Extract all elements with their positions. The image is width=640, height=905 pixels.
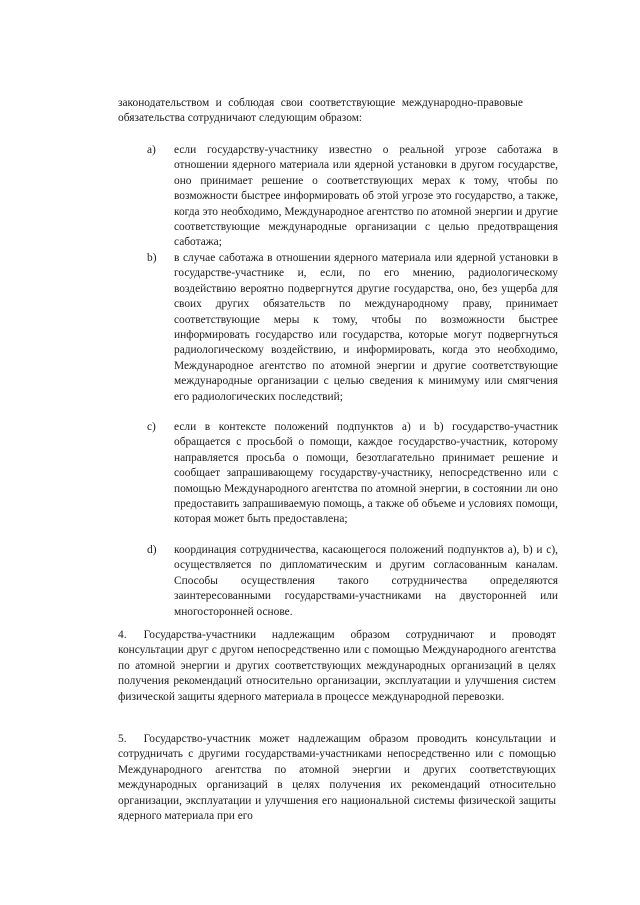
paragraph-4-number: 4.: [118, 629, 127, 641]
paragraph-5-number: 5.: [118, 733, 127, 745]
paragraph-5: [118, 732, 556, 824]
paragraph-4-text: Государства-участники надлежащим образом сотрудничают и проводят консультации друг с другом непосредственно или с помощью Международного агентства по атомной энергии и других соответствующих международных организаций в целях получения рекомендаций относительно организации, эксплуатации и улучшения систем физической защиты ядерного материала в процессе международной перевозки.: [118, 629, 556, 703]
item-b-label: b): [147, 252, 157, 264]
item-d-label: d): [147, 544, 157, 556]
intro-paragraph: законодательством и соблюдая свои соответствующие международно-правовые обязательства сотрудничают следующим образом:: [118, 97, 523, 125]
paragraph-5-text: Государство-участник может надлежащим образом проводить консультации и сотрудничать с другими государствами-участниками непосредственно или с помощью Международного агентства по атомной энергии и других соответствующих международных организаций в целях получения их рекомендаций относительно организации, эксплуатации и улучшения его национальной системы физической защиты ядерного материала при его: [118, 733, 556, 823]
paragraph-4: [118, 628, 556, 705]
item-a-label: a): [147, 144, 156, 156]
item-c-label: c): [147, 421, 156, 433]
item-b-text: в случае саботажа в отношении ядерного материала или ядерной установки в государстве-участнике и, если, по его мнению, радиологическому воздействию вероятно подвергнутся другие государства, оно, без ущерба для своих других обязательств по международному праву, принимает соответствующие меры к тому, чтобы по возможности быстрее информировать государство или государства, которые могут подвергнуться радиологическому воздействию, и информировать, когда это необходимо, Международное агентство по атомной энергии и другие соответствующие международные организации с целью сведения к минимуму или смягчения его радиологических последствий;: [174, 252, 558, 403]
item-c-text: если в контексте положений подпунктов a) и b) государство-участник обращается с просьбой о помощи, каждое государство-участник, которому направляется просьба о помощи, безотлагательно принимает решение и сообщает запрашивающему государству-участнику, непосредственно или с помощью Международного агентства по атомной энергии, в состоянии ли оно предоставить запрашиваемую помощь, а также об объеме и условиях помощи, которая может быть предоставлена;: [174, 421, 558, 526]
item-d-text: координация сотрудничества, касающегося положений подпунктов a), b) и c), осуществляется по дипломатическим и другим согласованным каналам. Способы осуществления такого сотрудничества определяются заинтересованными государствами-участниками на двусторонней или многосторонней основе.: [174, 544, 558, 618]
item-a-text: если государству-участнику известно о реальной угрозе саботажа в отношении ядерного материала или ядерной установки в другом государстве, оно принимает решение о соответствующих мерах к тому, чтобы по возможности быстрее информировать об этой угрозе это государство, а также, когда это необходимо, Международное агентство по атомной энергии и другие соответствующие международные организации с целью предотвращения саботажа;: [174, 144, 558, 249]
